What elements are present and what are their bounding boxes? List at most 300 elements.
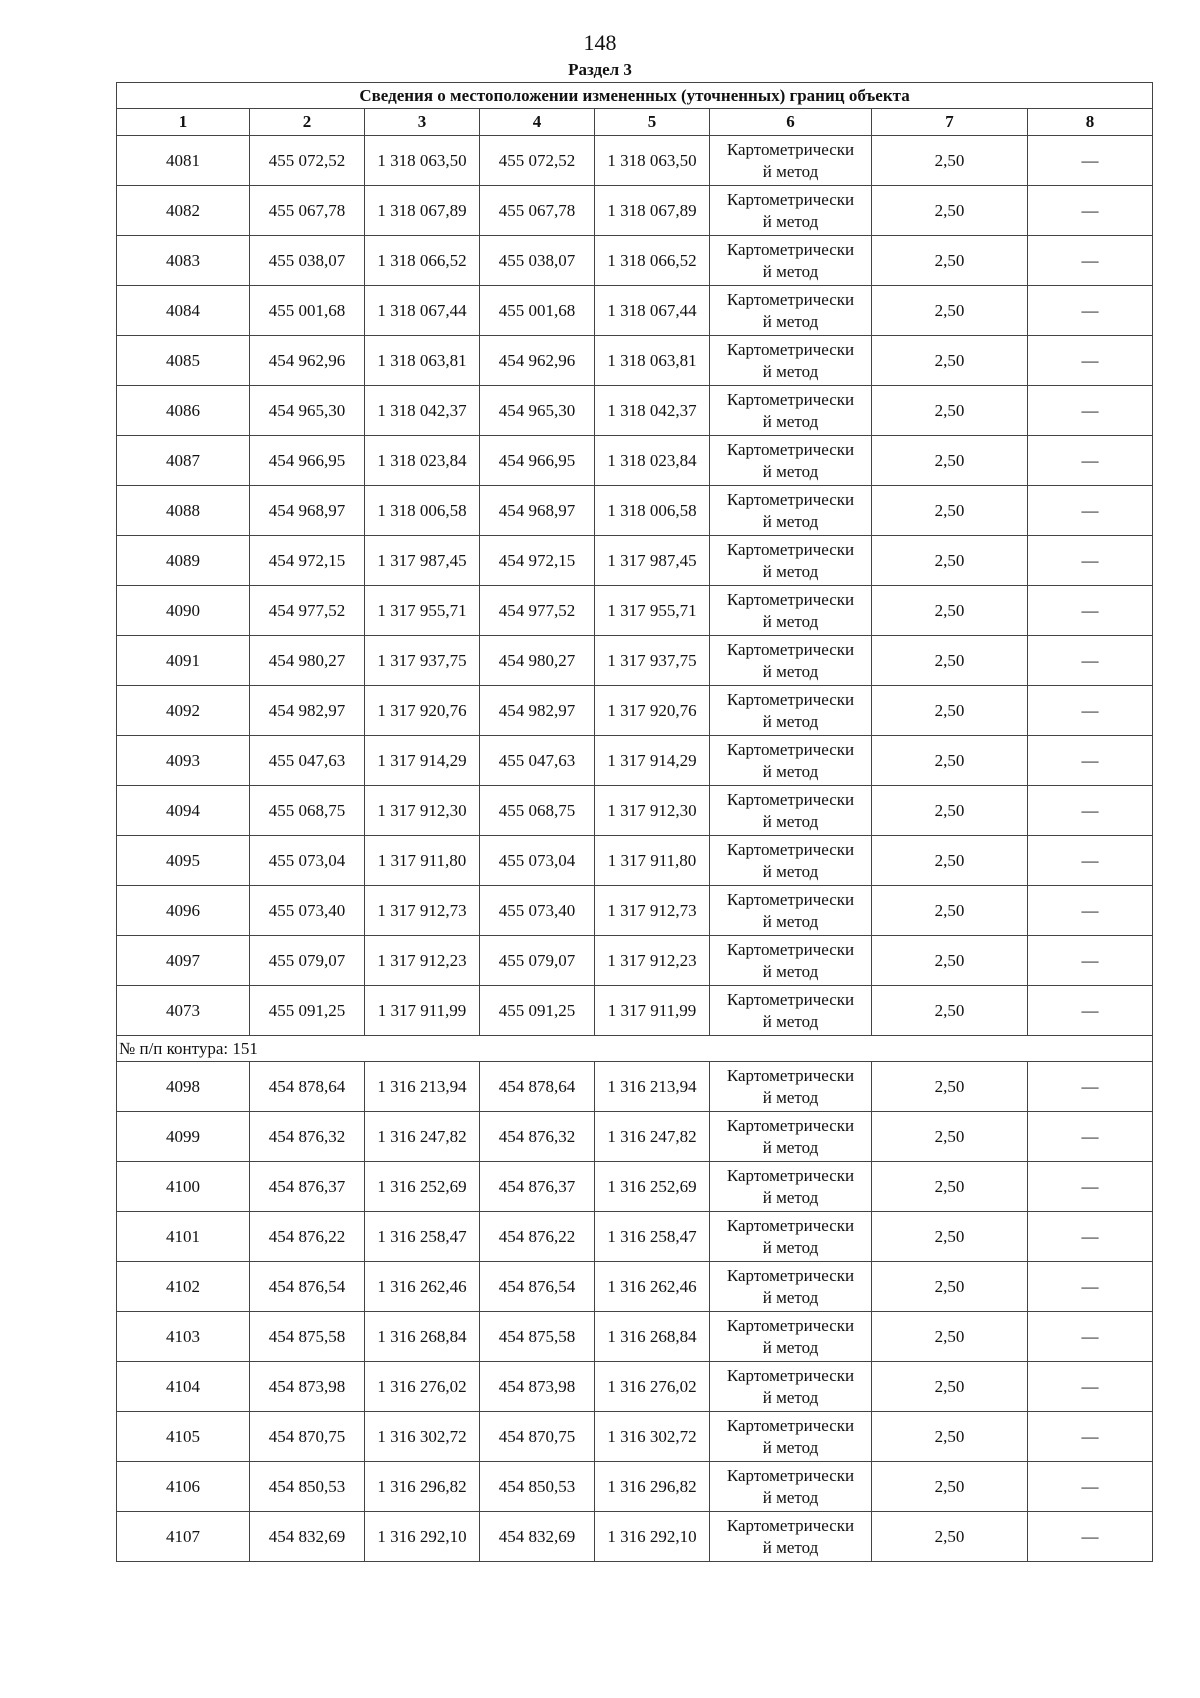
coord-x-new-cell: 455 073,04 xyxy=(480,836,595,886)
accuracy-cell: 2,50 xyxy=(872,586,1028,636)
point-number-cell: 4089 xyxy=(117,536,250,586)
accuracy-cell: 2,50 xyxy=(872,486,1028,536)
coord-y-old-cell: 1 318 042,37 xyxy=(365,386,480,436)
accuracy-cell: 2,50 xyxy=(872,886,1028,936)
method-line-2: й метод xyxy=(762,761,819,781)
boundary-coordinates-table xyxy=(116,82,1153,1562)
description-cell: — xyxy=(1028,286,1153,336)
coord-x-new-cell: 455 073,40 xyxy=(480,886,595,936)
table-row xyxy=(117,1262,1153,1312)
accuracy-cell: 2,50 xyxy=(872,136,1028,186)
coord-y-old-cell: 1 317 955,71 xyxy=(365,586,480,636)
table-row xyxy=(117,1212,1153,1262)
table-caption: Сведения о местоположении измененных (уточненных) границ объекта xyxy=(117,83,1153,109)
table-row xyxy=(117,936,1153,986)
coord-y-new-cell: 1 318 066,52 xyxy=(595,236,710,286)
table-row xyxy=(117,1312,1153,1362)
method-cell xyxy=(710,1412,872,1462)
method-cell xyxy=(710,236,872,286)
coord-x-old-cell: 454 876,37 xyxy=(250,1162,365,1212)
method-cell xyxy=(710,1362,872,1412)
method-line-2: й метод xyxy=(762,1087,819,1107)
method-line-2: й метод xyxy=(762,911,819,931)
table-row xyxy=(117,686,1153,736)
method-line-2: й метод xyxy=(762,1287,819,1307)
coord-x-new-cell: 454 873,98 xyxy=(480,1362,595,1412)
accuracy-cell: 2,50 xyxy=(872,536,1028,586)
coord-y-old-cell: 1 316 258,47 xyxy=(365,1212,480,1262)
coord-x-old-cell: 454 873,98 xyxy=(250,1362,365,1412)
coord-y-old-cell: 1 316 262,46 xyxy=(365,1262,480,1312)
table-caption-row xyxy=(117,83,1153,109)
table-row xyxy=(117,386,1153,436)
description-cell: — xyxy=(1028,1212,1153,1262)
point-number-cell: 4093 xyxy=(117,736,250,786)
coord-y-new-cell: 1 317 912,30 xyxy=(595,786,710,836)
accuracy-cell: 2,50 xyxy=(872,1162,1028,1212)
coord-x-new-cell: 454 977,52 xyxy=(480,586,595,636)
coord-y-new-cell: 1 317 912,23 xyxy=(595,936,710,986)
coord-x-new-cell: 454 876,32 xyxy=(480,1112,595,1162)
method-line-1: Картометрически xyxy=(726,189,855,209)
accuracy-cell: 2,50 xyxy=(872,336,1028,386)
method-line-2: й метод xyxy=(762,311,819,331)
method-cell xyxy=(710,386,872,436)
description-cell: — xyxy=(1028,1112,1153,1162)
point-number-cell: 4094 xyxy=(117,786,250,836)
description-cell: — xyxy=(1028,136,1153,186)
accuracy-cell: 2,50 xyxy=(872,836,1028,886)
accuracy-cell: 2,50 xyxy=(872,1262,1028,1312)
coord-x-new-cell: 454 876,37 xyxy=(480,1162,595,1212)
point-number-cell: 4103 xyxy=(117,1312,250,1362)
description-cell: — xyxy=(1028,686,1153,736)
method-line-2: й метод xyxy=(762,161,819,181)
coord-y-old-cell: 1 317 911,99 xyxy=(365,986,480,1036)
table-row xyxy=(117,1462,1153,1512)
table-row xyxy=(117,136,1153,186)
method-line-1: Картометрически xyxy=(726,289,855,309)
accuracy-cell: 2,50 xyxy=(872,286,1028,336)
coord-y-old-cell: 1 318 063,50 xyxy=(365,136,480,186)
method-line-2: й метод xyxy=(762,1537,819,1557)
description-cell: — xyxy=(1028,986,1153,1036)
method-line-1: Картометрически xyxy=(726,1415,855,1435)
coord-x-old-cell: 454 876,22 xyxy=(250,1212,365,1262)
coord-x-old-cell: 454 870,75 xyxy=(250,1412,365,1462)
method-cell xyxy=(710,136,872,186)
coord-y-new-cell: 1 317 914,29 xyxy=(595,736,710,786)
coord-y-new-cell: 1 318 023,84 xyxy=(595,436,710,486)
table-row xyxy=(117,986,1153,1036)
point-number-cell: 4083 xyxy=(117,236,250,286)
accuracy-cell: 2,50 xyxy=(872,986,1028,1036)
column-number: 4 xyxy=(480,109,595,136)
column-number: 2 xyxy=(250,109,365,136)
accuracy-cell: 2,50 xyxy=(872,386,1028,436)
method-line-2: й метод xyxy=(762,261,819,281)
method-line-1: Картометрически xyxy=(726,339,855,359)
coord-x-new-cell: 455 047,63 xyxy=(480,736,595,786)
coord-x-new-cell: 455 072,52 xyxy=(480,136,595,186)
description-cell: — xyxy=(1028,1462,1153,1512)
coord-y-old-cell: 1 317 920,76 xyxy=(365,686,480,736)
point-number-cell: 4091 xyxy=(117,636,250,686)
description-cell: — xyxy=(1028,786,1153,836)
coord-y-new-cell: 1 317 912,73 xyxy=(595,886,710,936)
accuracy-cell: 2,50 xyxy=(872,1412,1028,1462)
accuracy-cell: 2,50 xyxy=(872,786,1028,836)
coord-x-old-cell: 455 073,04 xyxy=(250,836,365,886)
coord-x-old-cell: 455 072,52 xyxy=(250,136,365,186)
coord-y-old-cell: 1 318 023,84 xyxy=(365,436,480,486)
coord-y-old-cell: 1 317 911,80 xyxy=(365,836,480,886)
method-cell xyxy=(710,936,872,986)
coord-y-new-cell: 1 317 955,71 xyxy=(595,586,710,636)
method-line-1: Картометрически xyxy=(726,439,855,459)
coord-x-new-cell: 455 067,78 xyxy=(480,186,595,236)
table-row xyxy=(117,286,1153,336)
method-cell xyxy=(710,286,872,336)
method-cell xyxy=(710,686,872,736)
table-row xyxy=(117,336,1153,386)
method-cell xyxy=(710,536,872,586)
coord-y-new-cell: 1 318 006,58 xyxy=(595,486,710,536)
coord-y-new-cell: 1 318 063,50 xyxy=(595,136,710,186)
coord-y-new-cell: 1 316 262,46 xyxy=(595,1262,710,1312)
description-cell: — xyxy=(1028,536,1153,586)
table-row xyxy=(117,836,1153,886)
method-line-2: й метод xyxy=(762,811,819,831)
method-line-1: Картометрически xyxy=(726,739,855,759)
coord-x-new-cell: 454 972,15 xyxy=(480,536,595,586)
coord-x-old-cell: 455 068,75 xyxy=(250,786,365,836)
point-number-cell: 4100 xyxy=(117,1162,250,1212)
coord-y-old-cell: 1 316 213,94 xyxy=(365,1062,480,1112)
method-cell xyxy=(710,436,872,486)
method-line-2: й метод xyxy=(762,1187,819,1207)
method-line-2: й метод xyxy=(762,1137,819,1157)
accuracy-cell: 2,50 xyxy=(872,436,1028,486)
method-line-2: й метод xyxy=(762,361,819,381)
coord-x-new-cell: 455 079,07 xyxy=(480,936,595,986)
method-line-1: Картометрически xyxy=(726,1465,855,1485)
method-line-1: Картометрически xyxy=(726,639,855,659)
method-line-1: Картометрически xyxy=(726,389,855,409)
column-number: 6 xyxy=(710,109,872,136)
coord-y-new-cell: 1 316 268,84 xyxy=(595,1312,710,1362)
coord-x-new-cell: 455 001,68 xyxy=(480,286,595,336)
coord-y-new-cell: 1 316 247,82 xyxy=(595,1112,710,1162)
coord-y-old-cell: 1 317 937,75 xyxy=(365,636,480,686)
method-line-1: Картометрически xyxy=(726,1515,855,1535)
coord-x-new-cell: 454 875,58 xyxy=(480,1312,595,1362)
description-cell: — xyxy=(1028,1162,1153,1212)
method-cell xyxy=(710,1112,872,1162)
accuracy-cell: 2,50 xyxy=(872,1212,1028,1262)
point-number-cell: 4085 xyxy=(117,336,250,386)
coord-y-old-cell: 1 318 067,44 xyxy=(365,286,480,336)
column-number: 8 xyxy=(1028,109,1153,136)
method-line-1: Картометрически xyxy=(726,1115,855,1135)
method-line-2: й метод xyxy=(762,411,819,431)
table-row xyxy=(117,1362,1153,1412)
point-number-cell: 4107 xyxy=(117,1512,250,1562)
table-row xyxy=(117,1162,1153,1212)
method-cell xyxy=(710,586,872,636)
method-line-1: Картометрически xyxy=(726,989,855,1009)
accuracy-cell: 2,50 xyxy=(872,186,1028,236)
method-line-1: Картометрически xyxy=(726,589,855,609)
description-cell: — xyxy=(1028,336,1153,386)
coord-y-old-cell: 1 318 063,81 xyxy=(365,336,480,386)
coord-x-old-cell: 454 965,30 xyxy=(250,386,365,436)
point-number-cell: 4101 xyxy=(117,1212,250,1262)
coord-y-old-cell: 1 317 912,30 xyxy=(365,786,480,836)
column-number-row xyxy=(117,109,1153,136)
coord-y-old-cell: 1 318 006,58 xyxy=(365,486,480,536)
point-number-cell: 4099 xyxy=(117,1112,250,1162)
method-cell xyxy=(710,636,872,686)
description-cell: — xyxy=(1028,636,1153,686)
coord-y-new-cell: 1 316 213,94 xyxy=(595,1062,710,1112)
coord-y-old-cell: 1 316 296,82 xyxy=(365,1462,480,1512)
table-row xyxy=(117,736,1153,786)
description-cell: — xyxy=(1028,1312,1153,1362)
coord-x-old-cell: 454 878,64 xyxy=(250,1062,365,1112)
coord-x-old-cell: 455 067,78 xyxy=(250,186,365,236)
coord-x-new-cell: 455 091,25 xyxy=(480,986,595,1036)
method-line-1: Картометрически xyxy=(726,839,855,859)
description-cell: — xyxy=(1028,186,1153,236)
coord-y-old-cell: 1 317 912,73 xyxy=(365,886,480,936)
coord-y-new-cell: 1 316 292,10 xyxy=(595,1512,710,1562)
method-cell xyxy=(710,1312,872,1362)
method-line-2: й метод xyxy=(762,211,819,231)
coord-x-new-cell: 454 966,95 xyxy=(480,436,595,486)
method-line-2: й метод xyxy=(762,1387,819,1407)
description-cell: — xyxy=(1028,1512,1153,1562)
method-line-1: Картометрически xyxy=(726,539,855,559)
point-number-cell: 4105 xyxy=(117,1412,250,1462)
table-row xyxy=(117,786,1153,836)
section-title: Раздел 3 xyxy=(568,60,632,79)
coord-x-old-cell: 454 850,53 xyxy=(250,1462,365,1512)
coord-x-new-cell: 455 038,07 xyxy=(480,236,595,286)
method-cell xyxy=(710,1262,872,1312)
coord-y-new-cell: 1 316 276,02 xyxy=(595,1362,710,1412)
coord-y-old-cell: 1 316 247,82 xyxy=(365,1112,480,1162)
method-cell xyxy=(710,336,872,386)
table-row xyxy=(117,886,1153,936)
coord-x-new-cell: 454 878,64 xyxy=(480,1062,595,1112)
point-number-cell: 4087 xyxy=(117,436,250,486)
coord-y-old-cell: 1 317 987,45 xyxy=(365,536,480,586)
coord-y-old-cell: 1 318 067,89 xyxy=(365,186,480,236)
table-row xyxy=(117,486,1153,536)
method-line-2: й метод xyxy=(762,661,819,681)
description-cell: — xyxy=(1028,1362,1153,1412)
point-number-cell: 4102 xyxy=(117,1262,250,1312)
coord-y-new-cell: 1 317 911,80 xyxy=(595,836,710,886)
description-cell: — xyxy=(1028,1262,1153,1312)
method-cell xyxy=(710,786,872,836)
method-line-2: й метод xyxy=(762,1487,819,1507)
method-line-1: Картометрически xyxy=(726,889,855,909)
coord-y-new-cell: 1 318 067,44 xyxy=(595,286,710,336)
point-number-cell: 4081 xyxy=(117,136,250,186)
coord-x-new-cell: 454 876,54 xyxy=(480,1262,595,1312)
coord-y-old-cell: 1 316 276,02 xyxy=(365,1362,480,1412)
coord-x-old-cell: 454 876,32 xyxy=(250,1112,365,1162)
coord-x-new-cell: 454 832,69 xyxy=(480,1512,595,1562)
point-number-cell: 4097 xyxy=(117,936,250,986)
coord-x-old-cell: 454 875,58 xyxy=(250,1312,365,1362)
point-number-cell: 4106 xyxy=(117,1462,250,1512)
coord-y-new-cell: 1 318 067,89 xyxy=(595,186,710,236)
method-cell xyxy=(710,986,872,1036)
accuracy-cell: 2,50 xyxy=(872,636,1028,686)
coord-y-new-cell: 1 318 063,81 xyxy=(595,336,710,386)
coord-x-old-cell: 455 073,40 xyxy=(250,886,365,936)
coord-x-new-cell: 454 982,97 xyxy=(480,686,595,736)
accuracy-cell: 2,50 xyxy=(872,1362,1028,1412)
method-line-2: й метод xyxy=(762,711,819,731)
coord-x-new-cell: 454 962,96 xyxy=(480,336,595,386)
coord-y-old-cell: 1 316 252,69 xyxy=(365,1162,480,1212)
description-cell: — xyxy=(1028,436,1153,486)
method-line-1: Картометрически xyxy=(726,1215,855,1235)
table-row xyxy=(117,1412,1153,1462)
point-number-cell: 4104 xyxy=(117,1362,250,1412)
coord-x-old-cell: 455 091,25 xyxy=(250,986,365,1036)
coord-x-old-cell: 454 980,27 xyxy=(250,636,365,686)
method-line-2: й метод xyxy=(762,1437,819,1457)
point-number-cell: 4090 xyxy=(117,586,250,636)
method-line-2: й метод xyxy=(762,1337,819,1357)
description-cell: — xyxy=(1028,1062,1153,1112)
coord-x-new-cell: 454 850,53 xyxy=(480,1462,595,1512)
coord-x-old-cell: 455 001,68 xyxy=(250,286,365,336)
coord-x-new-cell: 454 965,30 xyxy=(480,386,595,436)
accuracy-cell: 2,50 xyxy=(872,736,1028,786)
table-row xyxy=(117,186,1153,236)
point-number-cell: 4082 xyxy=(117,186,250,236)
method-line-2: й метод xyxy=(762,561,819,581)
point-number-cell: 4088 xyxy=(117,486,250,536)
coord-y-new-cell: 1 316 302,72 xyxy=(595,1412,710,1462)
coord-x-new-cell: 454 980,27 xyxy=(480,636,595,686)
coord-y-old-cell: 1 317 914,29 xyxy=(365,736,480,786)
point-number-cell: 4095 xyxy=(117,836,250,886)
method-line-2: й метод xyxy=(762,461,819,481)
point-number-cell: 4084 xyxy=(117,286,250,336)
table-row xyxy=(117,1112,1153,1162)
coord-x-new-cell: 454 968,97 xyxy=(480,486,595,536)
point-number-cell: 4096 xyxy=(117,886,250,936)
method-line-2: й метод xyxy=(762,861,819,881)
contour-row xyxy=(117,1036,1153,1062)
coord-x-old-cell: 454 832,69 xyxy=(250,1512,365,1562)
method-line-1: Картометрически xyxy=(726,689,855,709)
table-row xyxy=(117,236,1153,286)
column-number: 3 xyxy=(365,109,480,136)
method-line-1: Картометрически xyxy=(726,789,855,809)
coord-x-old-cell: 454 876,54 xyxy=(250,1262,365,1312)
method-line-1: Картометрически xyxy=(726,239,855,259)
coord-y-new-cell: 1 317 911,99 xyxy=(595,986,710,1036)
point-number-cell: 4086 xyxy=(117,386,250,436)
coord-y-new-cell: 1 318 042,37 xyxy=(595,386,710,436)
method-line-2: й метод xyxy=(762,1237,819,1257)
accuracy-cell: 2,50 xyxy=(872,1512,1028,1562)
method-cell xyxy=(710,186,872,236)
coord-y-new-cell: 1 317 920,76 xyxy=(595,686,710,736)
coord-y-old-cell: 1 316 292,10 xyxy=(365,1512,480,1562)
coord-x-new-cell: 454 870,75 xyxy=(480,1412,595,1462)
table-row xyxy=(117,1512,1153,1562)
method-cell xyxy=(710,1462,872,1512)
coord-y-old-cell: 1 318 066,52 xyxy=(365,236,480,286)
method-cell xyxy=(710,1212,872,1262)
coord-x-old-cell: 454 968,97 xyxy=(250,486,365,536)
accuracy-cell: 2,50 xyxy=(872,686,1028,736)
coord-y-old-cell: 1 316 302,72 xyxy=(365,1412,480,1462)
coord-x-old-cell: 455 079,07 xyxy=(250,936,365,986)
method-line-1: Картометрически xyxy=(726,939,855,959)
description-cell: — xyxy=(1028,736,1153,786)
coord-y-old-cell: 1 317 912,23 xyxy=(365,936,480,986)
coord-y-new-cell: 1 317 937,75 xyxy=(595,636,710,686)
coord-x-old-cell: 454 966,95 xyxy=(250,436,365,486)
accuracy-cell: 2,50 xyxy=(872,936,1028,986)
coord-y-new-cell: 1 316 296,82 xyxy=(595,1462,710,1512)
method-cell xyxy=(710,1512,872,1562)
description-cell: — xyxy=(1028,586,1153,636)
accuracy-cell: 2,50 xyxy=(872,1462,1028,1512)
method-line-1: Картометрически xyxy=(726,139,855,159)
description-cell: — xyxy=(1028,386,1153,436)
column-number: 7 xyxy=(872,109,1028,136)
method-line-1: Картометрически xyxy=(726,489,855,509)
coord-y-new-cell: 1 317 987,45 xyxy=(595,536,710,586)
column-number: 5 xyxy=(595,109,710,136)
contour-label: № п/п контура: 151 xyxy=(117,1036,1153,1062)
point-number-cell: 4092 xyxy=(117,686,250,736)
method-line-1: Картометрически xyxy=(726,1065,855,1085)
table-row xyxy=(117,586,1153,636)
coord-x-new-cell: 455 068,75 xyxy=(480,786,595,836)
coord-x-old-cell: 455 038,07 xyxy=(250,236,365,286)
coord-x-old-cell: 454 972,15 xyxy=(250,536,365,586)
method-line-2: й метод xyxy=(762,511,819,531)
coord-x-old-cell: 454 962,96 xyxy=(250,336,365,386)
column-number: 1 xyxy=(117,109,250,136)
method-line-2: й метод xyxy=(762,961,819,981)
method-cell xyxy=(710,486,872,536)
method-line-1: Картометрически xyxy=(726,1165,855,1185)
method-cell xyxy=(710,886,872,936)
method-cell xyxy=(710,1162,872,1212)
accuracy-cell: 2,50 xyxy=(872,1112,1028,1162)
coord-x-old-cell: 455 047,63 xyxy=(250,736,365,786)
coord-y-old-cell: 1 316 268,84 xyxy=(365,1312,480,1362)
coord-y-new-cell: 1 316 258,47 xyxy=(595,1212,710,1262)
method-line-1: Картометрически xyxy=(726,1265,855,1285)
description-cell: — xyxy=(1028,936,1153,986)
table-row xyxy=(117,536,1153,586)
table-row xyxy=(117,636,1153,686)
